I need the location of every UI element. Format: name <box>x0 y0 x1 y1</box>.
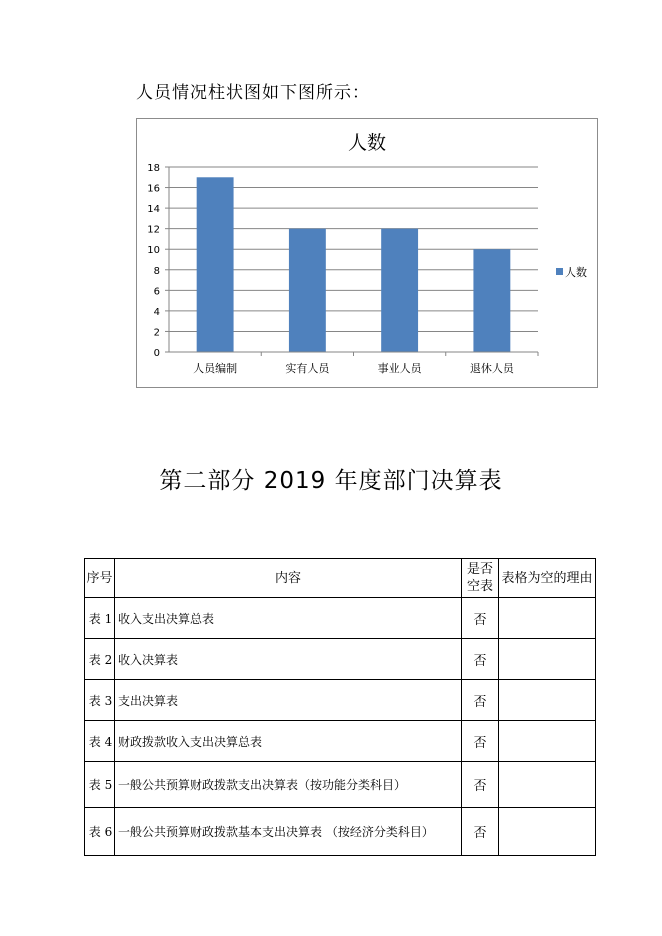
y-tick-label: 16 <box>147 183 160 195</box>
y-tick-label: 14 <box>147 204 160 216</box>
row-empty: 否 <box>462 762 499 808</box>
y-tick-label: 0 <box>153 348 160 359</box>
bar-实有人员 <box>289 229 326 352</box>
y-tick-label: 8 <box>153 265 160 277</box>
y-tick-label: 12 <box>147 224 160 236</box>
chart-svg <box>137 119 597 387</box>
row-reason <box>499 762 596 808</box>
row-num: 表 4 <box>85 721 115 762</box>
table-row <box>85 808 596 856</box>
y-tick-label: 2 <box>153 327 160 339</box>
bar-退休人员 <box>473 249 510 352</box>
table-row <box>85 762 596 808</box>
row-content: 一般公共预算财政拨款支出决算表（按功能分类科目） <box>115 762 462 808</box>
bar-人员编制 <box>197 177 234 352</box>
y-tick-label: 4 <box>153 306 160 318</box>
row-reason <box>499 598 596 639</box>
row-num: 表 2 <box>85 639 115 680</box>
header-empty-line1: 是否 <box>466 562 493 577</box>
header-empty-line2: 空表 <box>466 579 493 594</box>
x-tick-label: 实有人员 <box>285 362 330 375</box>
row-content: 收入支出决算总表 <box>115 598 462 639</box>
row-empty: 否 <box>462 680 499 721</box>
row-reason <box>499 721 596 762</box>
x-tick-label: 事业人员 <box>377 362 422 375</box>
table-row <box>85 721 596 762</box>
intro-text: 人员情况柱状图如下图所示： <box>136 83 370 103</box>
header-reason: 表格为空的理由 <box>499 559 596 598</box>
row-num: 表 3 <box>85 680 115 721</box>
x-tick-label: 退休人员 <box>469 362 514 375</box>
bar-事业人员 <box>381 229 418 352</box>
row-content: 收入决算表 <box>115 639 462 680</box>
table-row <box>85 680 596 721</box>
y-tick-label: 10 <box>147 245 160 257</box>
row-num: 表 1 <box>85 598 115 639</box>
header-content: 内容 <box>115 559 462 598</box>
row-reason <box>499 680 596 721</box>
row-content: 财政拨款收入支出决算总表 <box>115 721 462 762</box>
legend-swatch <box>556 268 563 275</box>
row-content: 一般公共预算财政拨款基本支出决算表 （按经济分类科目） <box>115 808 462 856</box>
table-header-row <box>85 559 596 598</box>
table-row <box>85 639 596 680</box>
table-row <box>85 598 596 639</box>
row-empty: 否 <box>462 721 499 762</box>
x-tick-label: 人员编制 <box>193 362 238 375</box>
header-empty <box>462 559 499 598</box>
y-tick-label: 18 <box>147 163 160 174</box>
y-tick-label: 6 <box>153 286 160 298</box>
section-title: 第二部分 2019 年度部门决算表 <box>159 468 503 494</box>
row-reason <box>499 808 596 856</box>
final-accounts-table <box>84 558 596 856</box>
row-reason <box>499 639 596 680</box>
row-num: 表 5 <box>85 762 115 808</box>
bar-chart <box>136 118 598 388</box>
chart-title: 人数 <box>347 132 387 154</box>
header-num: 序号 <box>85 559 115 598</box>
row-empty: 否 <box>462 598 499 639</box>
row-empty: 否 <box>462 808 499 856</box>
row-empty: 否 <box>462 639 499 680</box>
row-num: 表 6 <box>85 808 115 856</box>
legend-label: 人数 <box>565 266 587 279</box>
row-content: 支出决算表 <box>115 680 462 721</box>
